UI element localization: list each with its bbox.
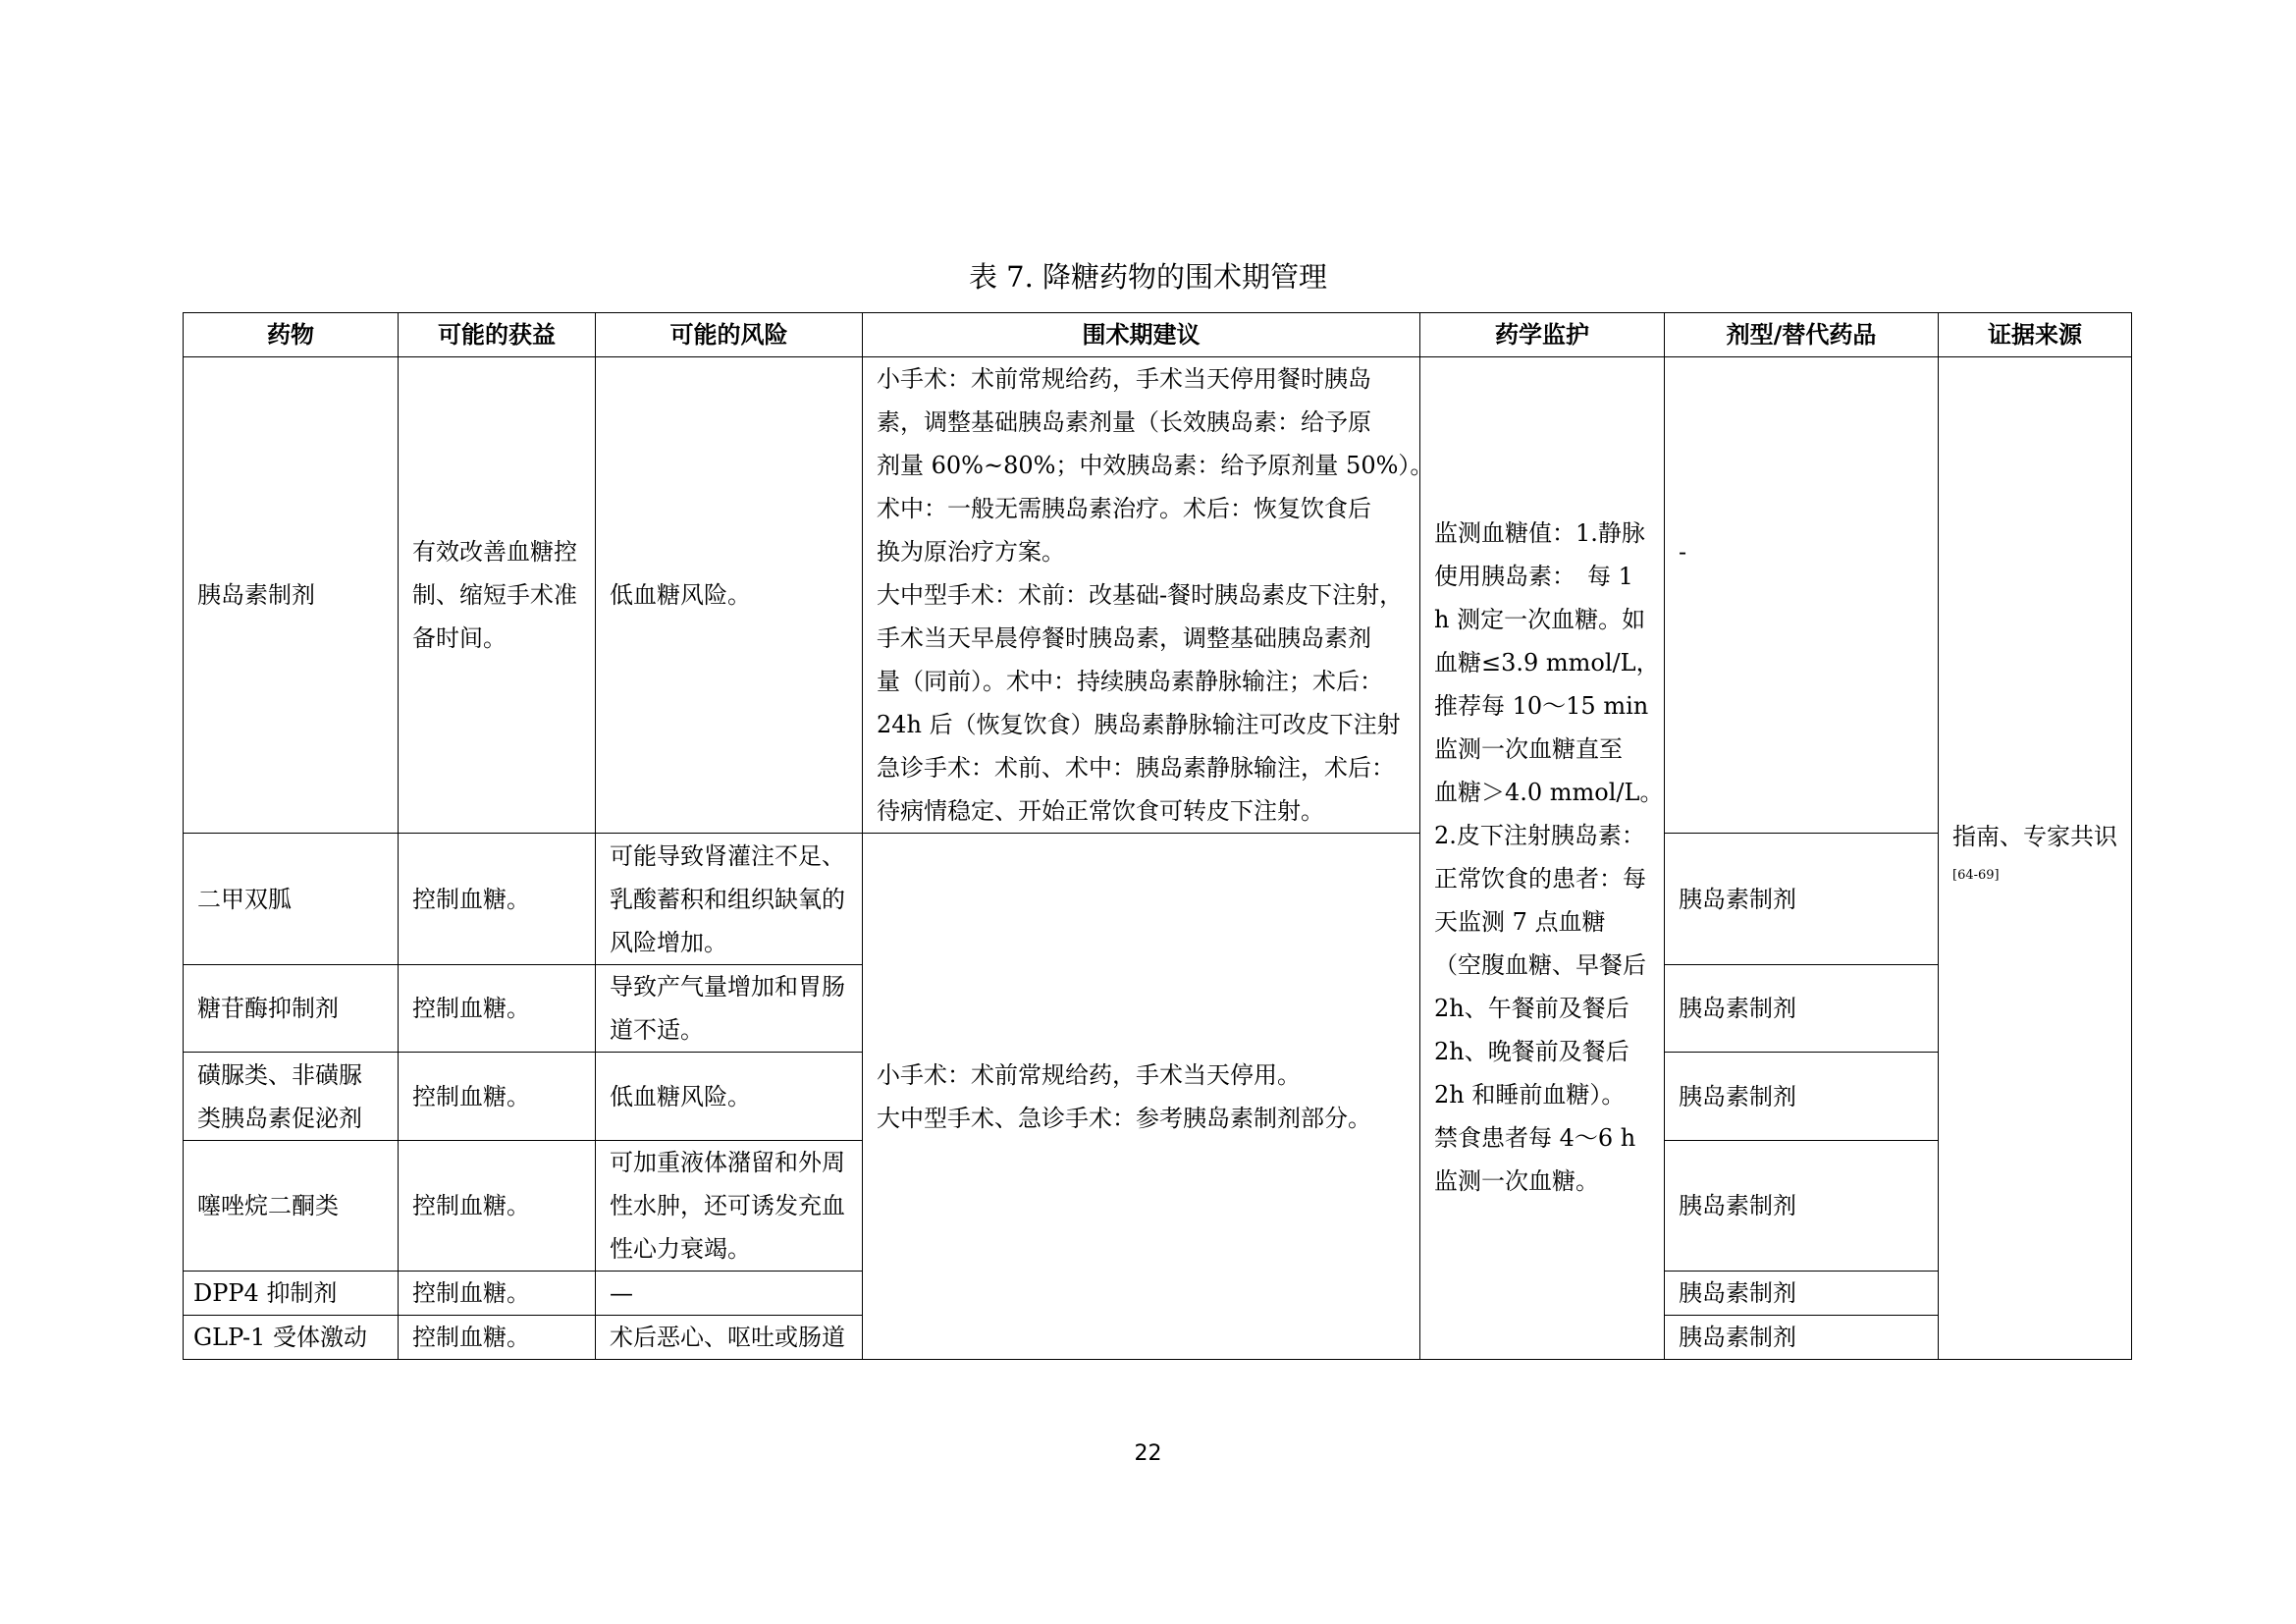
advice-line: 小手术：术前常规给药，手术当天停用。 <box>877 1060 1301 1089</box>
monitoring-line: （空腹血糖、早餐后 <box>1434 951 1646 979</box>
monitoring-line: 2h、午餐前及餐后 <box>1434 995 1629 1022</box>
monitoring-line: 禁食患者每 4～6 h <box>1434 1124 1636 1152</box>
header-benefit: 可能的获益 <box>399 313 596 357</box>
monitoring-line: 推荐每 10～15 min <box>1434 692 1649 720</box>
header-drug: 药物 <box>184 313 399 357</box>
advice-line: 24h 后（恢复饮食）胰岛素静脉输注可改皮下注射 <box>877 711 1401 738</box>
evidence-reference: [64-69] <box>1952 868 2000 883</box>
header-risk: 可能的风险 <box>596 313 863 357</box>
risk-cell: 可加重液体潴留和外周性水肿，还可诱发充血性心力衰竭。 <box>596 1141 863 1272</box>
monitoring-line: 血糖＞4.0 mmol/L。 <box>1434 779 1664 806</box>
advice-line: 手术当天早晨停餐时胰岛素，调整基础胰岛素剂 <box>877 624 1371 652</box>
alternative-cell: 胰岛素制剂 <box>1665 834 1939 965</box>
monitoring-line: 使用胰岛素： 每 1 <box>1434 563 1633 590</box>
advice-line: 术中：一般无需胰岛素治疗。术后：恢复饮食后 <box>877 495 1371 522</box>
monitoring-line: 2.皮下注射胰岛素： <box>1434 822 1645 849</box>
benefit-cell: 控制血糖。 <box>399 1141 596 1272</box>
drug-cell: GLP-1 受体激动 <box>184 1316 399 1360</box>
risk-cell: 可能导致肾灌注不足、乳酸蓄积和组织缺氧的风险增加。 <box>596 834 863 965</box>
monitoring-line: 监测一次血糖直至 <box>1434 735 1623 763</box>
risk-cell: 低血糖风险。 <box>596 1053 863 1141</box>
drug-cell: 噻唑烷二酮类 <box>184 1141 399 1272</box>
advice-line: 大中型手术：术前：改基础-餐时胰岛素皮下注射， <box>877 581 1404 609</box>
alternative-cell: 胰岛素制剂 <box>1665 965 1939 1053</box>
benefit-cell: 控制血糖。 <box>399 1053 596 1141</box>
drug-cell: 磺脲类、非磺脲类胰岛素促泌剂 <box>184 1053 399 1141</box>
alternative-cell: 胰岛素制剂 <box>1665 1141 1939 1272</box>
benefit-cell: 控制血糖。 <box>399 834 596 965</box>
table-row <box>184 357 2132 834</box>
header-advice: 围术期建议 <box>863 313 1420 357</box>
drug-cell: 二甲双胍 <box>184 834 399 965</box>
drug-cell: 糖苷酶抑制剂 <box>184 965 399 1053</box>
advice-line: 素，调整基础胰岛素剂量（长效胰岛素：给予原 <box>877 408 1371 436</box>
monitoring-line: 血糖≤3.9 mmol/L， <box>1434 649 1660 677</box>
monitoring-cell <box>1420 357 1665 1360</box>
monitoring-line: 2h、晚餐前及餐后 <box>1434 1038 1629 1065</box>
monitoring-line: 监测一次血糖。 <box>1434 1167 1599 1195</box>
advice-cell-others <box>863 834 1420 1360</box>
drug-cell: DPP4 抑制剂 <box>184 1272 399 1316</box>
advice-line: 待病情稳定、开始正常饮食可转皮下注射。 <box>877 797 1324 825</box>
alternative-cell: - <box>1665 357 1939 834</box>
alternative-cell: 胰岛素制剂 <box>1665 1053 1939 1141</box>
risk-cell: 术后恶心、呕吐或肠道 <box>596 1316 863 1360</box>
advice-line: 量（同前）。术中：持续胰岛素静脉输注；术后： <box>877 668 1383 695</box>
header-monitoring: 药学监护 <box>1420 313 1665 357</box>
table-title: 表 7. 降糖药物的围术期管理 <box>968 260 1328 294</box>
header-alternative: 剂型/替代药品 <box>1665 313 1939 357</box>
risk-cell: — <box>596 1272 863 1316</box>
monitoring-line: 天监测 7 点血糖 <box>1434 908 1606 936</box>
advice-line: 换为原治疗方案。 <box>877 538 1065 566</box>
benefit-cell: 控制血糖。 <box>399 965 596 1053</box>
benefit-cell: 有效改善血糖控制、缩短手术准备时间。 <box>399 357 596 834</box>
evidence-cell <box>1939 357 2132 1360</box>
benefit-cell: 控制血糖。 <box>399 1316 596 1360</box>
advice-line: 急诊手术：术前、术中：胰岛素静脉输注，术后： <box>877 754 1395 782</box>
drug-table <box>183 312 2132 1360</box>
advice-line: 大中型手术、急诊手术：参考胰岛素制剂部分。 <box>877 1104 1371 1132</box>
alternative-cell: 胰岛素制剂 <box>1665 1316 1939 1360</box>
table-row <box>184 834 2132 965</box>
alternative-cell: 胰岛素制剂 <box>1665 1272 1939 1316</box>
advice-cell-insulin <box>863 357 1434 834</box>
advice-line: 剂量 60%~80%；中效胰岛素：给予原剂量 50%）。 <box>877 452 1434 479</box>
advice-line: 小手术：术前常规给药，手术当天停用餐时胰岛 <box>877 365 1371 393</box>
risk-cell: 导致产气量增加和胃肠道不适。 <box>596 965 863 1053</box>
benefit-cell: 控制血糖。 <box>399 1272 596 1316</box>
header-evidence: 证据来源 <box>1939 313 2132 357</box>
evidence-text: 指南、专家共识 <box>1952 823 2117 850</box>
monitoring-line: 监测血糖值：1.静脉 <box>1434 519 1645 547</box>
page-number: 22 <box>1134 1441 1162 1466</box>
drug-cell: 胰岛素制剂 <box>184 357 399 834</box>
monitoring-line: 2h 和睡前血糖）。 <box>1434 1081 1626 1109</box>
monitoring-line: h 测定一次血糖。如 <box>1434 606 1646 633</box>
monitoring-line: 正常饮食的患者：每 <box>1434 865 1646 893</box>
risk-cell: 低血糖风险。 <box>596 357 863 834</box>
table-header-row <box>184 313 2132 357</box>
